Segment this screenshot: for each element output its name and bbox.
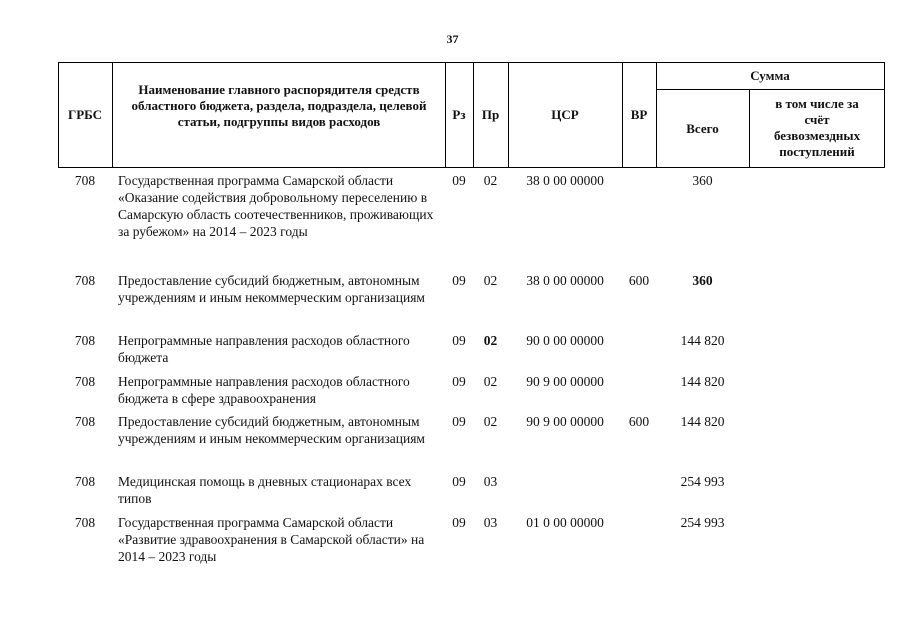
cell-name: Государственная программа Самарской области «Развитие здравоохранения в Самарской области» на 2014 – 2023 годы — [118, 515, 425, 564]
cell-rz: 09 — [452, 474, 466, 489]
header-csr: ЦСР — [551, 107, 579, 122]
col-border-7 — [749, 89, 750, 168]
cell-grbs: 708 — [74, 273, 96, 288]
cell-total: 254 993 — [680, 515, 725, 530]
cell-name: Непрограммные направления расходов областного бюджета — [118, 333, 410, 365]
cell-vr: 600 — [628, 273, 650, 288]
cell-csr: 01 0 00 00000 — [526, 515, 604, 530]
cell-rz: 09 — [452, 414, 466, 429]
cell-name: Предоставление субсидий бюджетным, автономным учреждениям и иным некоммерческим организациям — [118, 273, 425, 305]
cell-pr: 02 — [483, 414, 498, 429]
cell-total: 144 820 — [680, 414, 725, 429]
cell-grbs: 708 — [74, 474, 96, 489]
header-total: Всего — [686, 121, 719, 136]
cell-total: 144 820 — [680, 374, 725, 389]
header-vr: ВР — [630, 107, 648, 122]
cell-total: 360 — [692, 273, 713, 288]
cell-rz: 09 — [452, 374, 466, 389]
cell-grbs: 708 — [74, 414, 96, 429]
cell-name: Непрограммные направления расходов областного бюджета в сфере здравоохранения — [118, 374, 410, 406]
cell-pr: 02 — [483, 374, 498, 389]
cell-pr: 03 — [483, 474, 498, 489]
cell-pr: 02 — [483, 333, 498, 348]
cell-pr: 02 — [483, 173, 498, 188]
header-pr: Пр — [481, 107, 500, 122]
cell-csr: 90 9 00 00000 — [526, 414, 604, 429]
cell-csr: 90 0 00 00000 — [526, 333, 604, 348]
cell-rz: 09 — [452, 515, 466, 530]
sum-subheader-border — [656, 89, 885, 90]
header-top-border — [58, 62, 885, 63]
cell-grbs: 708 — [74, 173, 96, 188]
col-border-1 — [112, 62, 113, 168]
header-grbs: ГРБС — [67, 107, 103, 122]
cell-grbs: 708 — [74, 515, 96, 530]
cell-rz: 09 — [452, 273, 466, 288]
cell-total: 254 993 — [680, 474, 725, 489]
cell-pr: 02 — [483, 273, 498, 288]
header-name: Наименование главного распорядителя средств областного бюджета, раздела, подраздела, целевой статьи, подгруппы видов расходов — [131, 82, 427, 129]
cell-csr: 38 0 00 00000 — [526, 173, 604, 188]
cell-grbs: 708 — [74, 333, 96, 348]
cell-vr: 600 — [628, 414, 650, 429]
cell-grbs: 708 — [74, 374, 96, 389]
cell-rz: 09 — [452, 173, 466, 188]
cell-total: 144 820 — [680, 333, 725, 348]
header-rz: Рз — [452, 107, 466, 122]
cell-name: Предоставление субсидий бюджетным, автономным учреждениям и иным некоммерческим организациям — [118, 414, 425, 446]
cell-name: Государственная программа Самарской области «Оказание содействия добровольному переселению в Самарскую область соотечественников, проживающих за рубежом» на 2014 – 2023 годы — [118, 173, 434, 239]
col-border-8 — [884, 62, 885, 168]
header-sum: Сумма — [750, 68, 790, 83]
cell-csr: 90 9 00 00000 — [526, 374, 604, 389]
cell-pr: 03 — [483, 515, 498, 530]
cell-name: Медицинская помощь в дневных стационарах всех типов — [118, 474, 412, 506]
cell-csr: 38 0 00 00000 — [526, 273, 604, 288]
header-incl: в том числе за счёт безвозмездных поступлений — [773, 96, 861, 159]
cell-rz: 09 — [452, 333, 466, 348]
header-bottom-border — [58, 167, 885, 168]
cell-total: 360 — [692, 173, 713, 188]
page-number: 37 — [446, 32, 459, 46]
